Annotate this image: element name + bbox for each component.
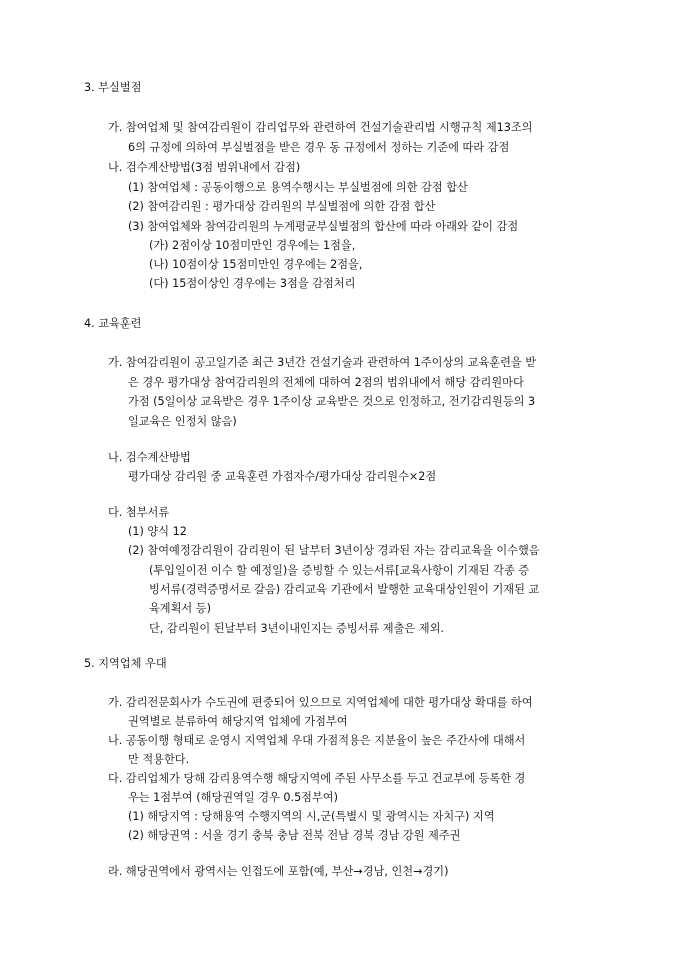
s4-da-item: 다. 첨부서류 xyxy=(108,506,170,519)
s4-na-item: 나. 검수계산방법 xyxy=(108,451,191,464)
s3-na-sub-2: (2) 참여감리원 : 평가대상 감리원의 부실벌점에 의한 감점 합산 xyxy=(128,200,436,213)
s4-da-sub-2-line-4: 육계획서 등) xyxy=(149,602,211,615)
s5-da-sub-1: (1) 해당지역 : 당해용역 수행지역의 시,군(특별시 및 광역시는 자치구) 지역 xyxy=(128,810,495,823)
s4-ga-line-3: 가점 (5일이상 교육받은 경우 1주이상 교육받은 것으로 인정하고, 전기감리원등의 3 xyxy=(128,395,536,408)
section-3-heading: 3. 부실벌점 xyxy=(84,81,142,94)
s5-ga-line-2: 권역별로 분류하여 해당지역 업체에 가점부여 xyxy=(128,715,348,728)
s5-da-line-2: 우는 1점부여 (해당권역일 경우 0.5점부여) xyxy=(128,791,338,804)
s4-ga-line-4: 일교육은 인정치 않음) xyxy=(128,415,237,428)
s5-ga-line-1: 가. 감리전문회사가 수도권에 편중되어 있으므로 지역업체에 대한 평가대상 확대를 하여 xyxy=(108,696,533,709)
s3-ga-line-1: 가. 참여업체 및 참여감리원이 감리업무와 관련하여 건설기술관리법 시행규칙 제13조의 xyxy=(108,121,533,134)
s5-na-line-1: 나. 공동이행 형태로 운영시 지역업체 우대 가점적용은 지분율이 높은 주간사에 대해서 xyxy=(108,734,526,747)
s4-ga-line-2: 은 경우 평가대상 참여감리원의 전체에 대하여 2점의 범위내에서 해당 감리원마다 xyxy=(128,376,524,389)
s3-na-sub-1: (1) 참여업체 : 공동이행으로 용역수행시는 부실벌점에 의한 감점 합산 xyxy=(128,181,468,194)
s4-ga-line-1: 가. 참여감리원이 공고일기준 최근 3년간 건설기술과 관련하여 1주이상의 교육훈련을 받 xyxy=(108,356,537,369)
s3-sub-ga: (가) 2점이상 10점미만인 경우에는 1점을, xyxy=(149,239,356,252)
s3-na-sub-3: (3) 참여업체와 참여감리원의 누계평균부실벌점의 합산에 따라 아래와 같이 감점 xyxy=(128,220,519,233)
s3-na-item: 나. 검수계산방법(3점 범위내에서 감점) xyxy=(108,161,301,174)
s4-da-sub-2-line-2: (투입일이전 이수 할 예정일)을 증빙할 수 있는서류[교육사항이 기재된 각종 증 xyxy=(149,564,530,577)
s4-da-sub-2-line-3: 빙서류(경력증명서로 갈음) 감리교육 기관에서 발행한 교육대상인원이 기재된 교 xyxy=(149,583,540,596)
section-4-heading: 4. 교육훈련 xyxy=(84,317,142,330)
s3-sub-da: (다) 15점이상인 경우에는 3점을 감점처리 xyxy=(149,277,356,290)
section-5-heading: 5. 지역업체 우대 xyxy=(84,657,167,670)
s5-na-line-2: 만 적용한다. xyxy=(128,753,190,766)
s4-da-sub-2-note: 단, 감리원이 된날부터 3년이내인지는 증빙서류 제출은 제외. xyxy=(149,622,444,635)
s3-sub-na: (나) 10점이상 15점미만인 경우에는 2점을, xyxy=(149,258,363,271)
s4-na-formula: 평가대상 감리원 중 교육훈련 가점자수/평가대상 감리원수×2점 xyxy=(128,470,437,483)
s4-da-sub-2-line-1: (2) 참여예정감리원이 감리원이 된 날부터 3년이상 경과된 자는 감리교육을 이수했음 xyxy=(128,544,540,557)
s5-ra-item: 라. 해당권역에서 광역시는 인접도에 포함(예, 부산→경남, 인천→경기) xyxy=(108,865,449,878)
s4-da-sub-1: (1) 양식 12 xyxy=(128,525,187,538)
s3-ga-line-2: 6의 규정에 의하여 부실벌점을 받은 경우 동 규정에서 정하는 기준에 따라 감점 xyxy=(128,141,510,154)
s5-da-line-1: 다. 감리업체가 당해 감리용역수행 해당지역에 주된 사무소를 두고 건교부에 등록한 경 xyxy=(108,772,526,785)
s5-da-sub-2: (2) 해당권역 : 서울 경기 충북 충남 전북 전남 경북 경남 강원 제주권 xyxy=(128,829,461,842)
